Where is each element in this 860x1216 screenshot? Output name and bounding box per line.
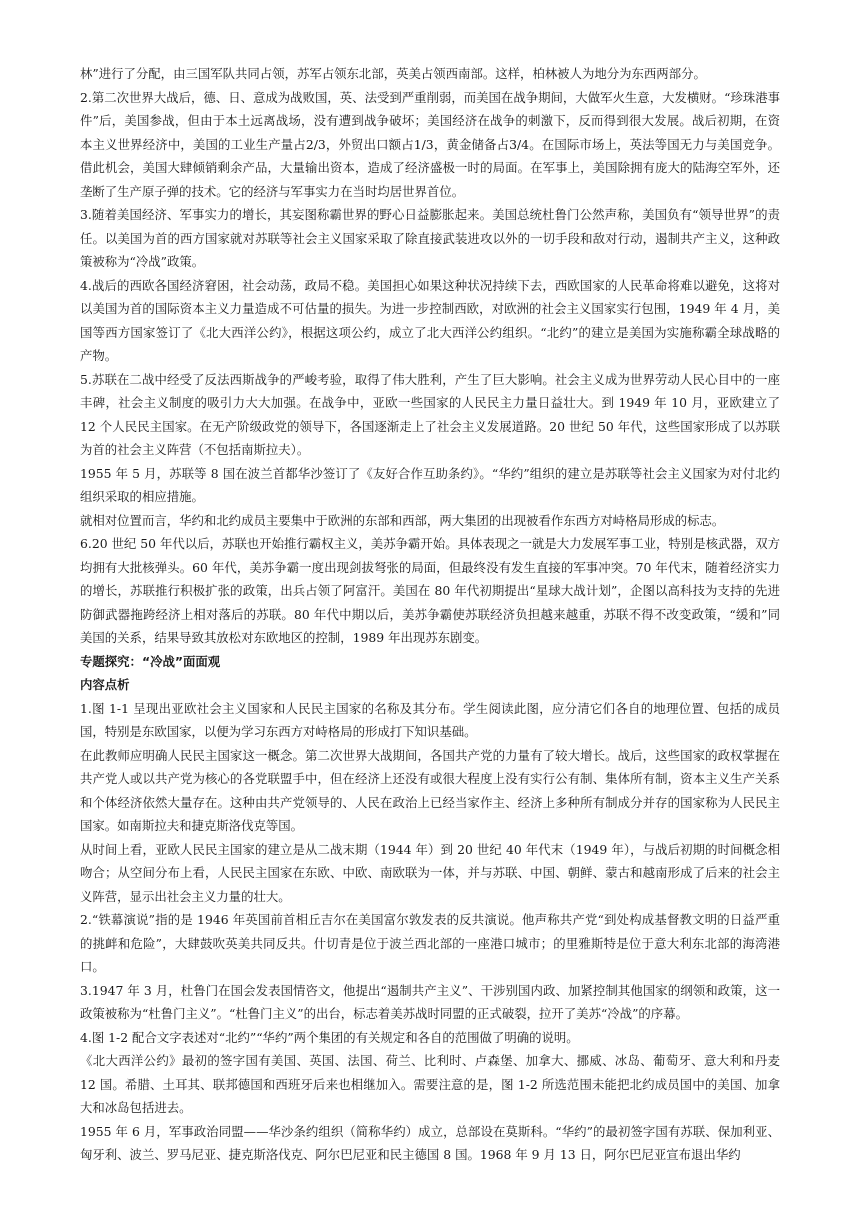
subsection-heading: 内容点析 bbox=[80, 677, 130, 692]
paragraph-bloc-positions: 就相对位置而言，华约和北约成员主要集中于欧洲的东部和西部，两大集团的出现被看作东西方对峙格局形成的标志。 bbox=[80, 512, 725, 528]
document-page bbox=[80, 62, 780, 1167]
paragraph-truman-doctrine: 3.1947 年 3 月，杜鲁门在国会发表国情咨文，他提出“遏制共产主义”、干涉别国内政、加紧控制其他国家的纲领和政策，这一政策被称为“杜鲁门主义”。“杜鲁门主义”的出台，标志着美苏战时同盟的正式破裂，拉开了美苏“冷战”的序幕。 bbox=[80, 982, 780, 1021]
paragraph-figure-1-1: 1.图 1-1 呈现出亚欧社会主义国家和人民民主国家的名称及其分布。学生阅读此图，应分清它们各自的地理位置、包括的成员国，特别是东欧国家，以便为学习东西方对峙格局的形成打下知识基础。 bbox=[80, 700, 780, 739]
section-heading: 专题探究：“冷战”面面观 bbox=[80, 653, 221, 669]
paragraph-cold-war-policy: 3.随着美国经济、军事实力的增长，其妄图称霸世界的野心日益膨胀起来。美国总统杜鲁门公然声称，美国负有“领导世界”的责任。以美国为首的西方国家就对苏联等社会主义国家采取了除直接武装进攻以外的一切手段和敌对行动，遏制共产主义，这种政策被称为“冷战”政策。 bbox=[80, 207, 780, 269]
paragraph-nato-members: 《北大西洋公约》最初的签字国有美国、英国、法国、荷兰、比利时、卢森堡、加拿大、挪威、冰岛、葡萄牙、意大利和丹麦 12 国。希腊、土耳其、联邦德国和西班牙后来也相继加入。需要注意的是，图 1-2 所选范围未能把北约成员国中的美国、加拿大和冰岛包括进去。 bbox=[80, 1053, 780, 1115]
paragraph-people-democracy: 在此教师应明确人民民主国家这一概念。第二次世界大战期间，各国共产党的力量有了较大增长。战后，这些国家的政权掌握在共产党人或以共产党为核心的各党联盟手中，但在经济上还没有或很大程度上没有实行公有制、集体所有制，资本主义生产关系和个体经济依然大量存在。这种由共产党领导的、人民在政治上已经当家作主、经济上多种所有制成分并存的国家称为人民民主国家。如南斯拉夫和捷克斯洛伐克等国。 bbox=[80, 747, 780, 833]
paragraph-warsaw-pact: 1955 年 5 月，苏联等 8 国在波兰首都华沙签订了《友好合作互助条约》。“华约”组织的建立是苏联等社会主义国家为对付北约组织采取的相应措施。 bbox=[80, 465, 780, 504]
paragraph-nato: 4.战后的西欧各国经济窘困，社会动荡，政局不稳。美国担心如果这种状况持续下去，西欧国家的人民革命将难以避免，这将对以美国为首的国际资本主义力量造成不可估量的损失。为进一步控制西欧，对欧洲的社会主义国家实行包围，1949 年 4 月，美国等西方国家签订了《北大西洋公约》，根据这项公约，成立了北大西洋公约组织。“北约”的建立是美国为实施称霸全球战略的产物。 bbox=[80, 277, 780, 363]
paragraph-us-postwar: 2.第二次世界大战后，德、日、意成为战败国，英、法受到严重削弱，而美国在战争期间，大做军火生意，大发横财。“珍珠港事件”后，美国参战，但由于本土远离战场，没有遭到战争破坏；美国经济在战争的刺激下，反而得到很大发展。战后初期，在资本主义世界经济中，美国的工业生产量占2/3，外贸出口额占1/3，黄金储备占3/4。在国际市场上，英法等国无力与美国竞争。借此机会，美国大肆倾销剩余产品，大量输出资本，造成了经济盛极一时的局面。在军事上，美国除拥有庞大的陆海空军外，还垄断了生产原子弹的技术。它的经济与军事实力在当时均居世界首位。 bbox=[80, 89, 780, 199]
paragraph-figure-1-2: 4.图 1-2 配合文字表述对“北约”“华约”两个集团的有关规定和各自的范围做了明确的说明。 bbox=[80, 1029, 579, 1045]
paragraph-warsaw-members: 1955 年 6 月，军事政治同盟——华沙条约组织（简称华约）成立，总部设在莫斯科。“华约”的最初签字国有苏联、保加利亚、匈牙利、波兰、罗马尼亚、捷克斯洛伐克、阿尔巴尼亚和民主德国 8 国。1968 年 9 月 13 日，阿尔巴尼亚宣布退出华约 bbox=[80, 1123, 780, 1162]
paragraph-iron-curtain: 2.“铁幕演说”指的是 1946 年英国前首相丘吉尔在美国富尔敦发表的反共演说。他声称共产党“到处构成基督教文明的日益严重的挑衅和危险”，大肆鼓吹英美共同反共。什切青是位于波兰西北部的一座港口城市；的里雅斯特是位于意大利东北部的海湾港口。 bbox=[80, 912, 780, 974]
paragraph-time-space: 从时间上看，亚欧人民民主国家的建立是从二战末期（1944 年）到 20 世纪 40 年代末（1949 年），与战后初期的时间概念相吻合；从空间分布上看，人民民主国家在东欧、中欧、南欧联为一体，并与苏联、中国、朝鲜、蒙古和越南形成了后来的社会主义阵营，显示出社会主义力量的壮大。 bbox=[80, 841, 780, 904]
paragraph-rivalry: 6.20 世纪 50 年代以后，苏联也开始推行霸权主义，美苏争霸开始。具体表现之一就是大力发展军事工业，特别是核武器，双方均拥有大批核弹头。60 年代，美苏争霸一度出现剑拔弩张的局面，但最终没有发生直接的军事冲突。70 年代末，随着经济实力的增长，苏联推行积极扩张的政策，出兵占领了阿富汗。美国在 80 年代初期提出“星球大战计划”，企图以高科技为支持的先进防御武器拖跨经济上相对落后的苏联。80 年代中期以后，美苏争霸使苏联经济负担越来越重，苏联不得不改变政策，“缓和”同美国的关系，结果导致其放松对东欧地区的控制，1989 年出现苏东剧变。 bbox=[80, 536, 780, 645]
text-line: 林”进行了分配，由三国军队共同占领，苏军占领东北部，英美占领西南部。这样，柏林被人为地分为东西两部分。 bbox=[80, 66, 706, 81]
paragraph-ussr: 5.苏联在二战中经受了反法西斯战争的严峻考验，取得了伟大胜利，产生了巨大影响。社会主义成为世界劳动人民心目中的一座丰碑，社会主义制度的吸引力大大加强。在战争中，亚欧一些国家的人民民主力量日益壮大。到 1949 年 10 月，亚欧建立了 12 个人民民主国家。在无产阶级政党的领导下，各国逐渐走上了社会主义发展道路。20 世纪 50 年代，这些国家形成了以苏联为首的社会主义阵营（不包括南斯拉夫）。 bbox=[80, 371, 780, 457]
